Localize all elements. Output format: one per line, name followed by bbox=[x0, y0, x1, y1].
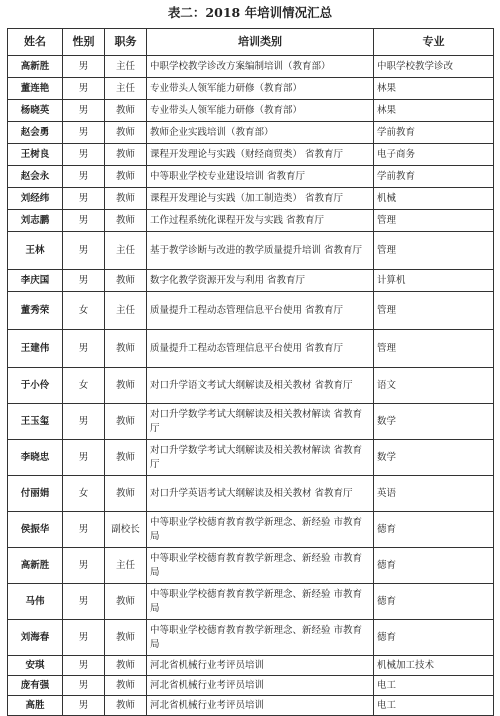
table-row bbox=[8, 78, 494, 100]
cell-role: 教师 bbox=[105, 696, 147, 716]
cell-name: 马伟 bbox=[8, 584, 63, 620]
cell-role: 教师 bbox=[105, 210, 147, 232]
cell-gender: 男 bbox=[63, 210, 105, 232]
cell-training: 对口升学英语考试大纲解读及相关教材 省教育厅 bbox=[147, 476, 374, 512]
training-summary-table bbox=[7, 28, 494, 716]
cell-major: 德育 bbox=[374, 584, 494, 620]
cell-name: 王玉玺 bbox=[8, 404, 63, 440]
cell-training: 专业带头人领军能力研修（教育部） bbox=[147, 100, 374, 122]
cell-training: 中等职业学校专业建设培训 省教育厅 bbox=[147, 166, 374, 188]
table-row bbox=[8, 56, 494, 78]
cell-gender: 男 bbox=[63, 656, 105, 676]
cell-training: 课程开发理论与实践（加工制造类） 省教育厅 bbox=[147, 188, 374, 210]
cell-major: 电工 bbox=[374, 696, 494, 716]
cell-gender: 男 bbox=[63, 330, 105, 368]
table-row bbox=[8, 210, 494, 232]
header-name: 姓名 bbox=[8, 29, 63, 56]
cell-gender: 男 bbox=[63, 188, 105, 210]
cell-name: 赵会永 bbox=[8, 166, 63, 188]
table-row bbox=[8, 696, 494, 716]
cell-training: 中等职业学校德育教育教学新理念、新经验 市教育局 bbox=[147, 548, 374, 584]
cell-name: 李庆国 bbox=[8, 270, 63, 292]
cell-training: 中等职业学校德育教育教学新理念、新经验 市教育局 bbox=[147, 620, 374, 656]
cell-training: 对口升学数学考试大纲解读及相关教材解读 省教育厅 bbox=[147, 440, 374, 476]
cell-role: 教师 bbox=[105, 656, 147, 676]
table-row bbox=[8, 584, 494, 620]
cell-major: 机械加工技术 bbox=[374, 656, 494, 676]
cell-major: 机械 bbox=[374, 188, 494, 210]
cell-major: 计算机 bbox=[374, 270, 494, 292]
header-role: 职务 bbox=[105, 29, 147, 56]
table-row bbox=[8, 122, 494, 144]
cell-gender: 男 bbox=[63, 696, 105, 716]
cell-gender: 男 bbox=[63, 270, 105, 292]
cell-training: 工作过程系统化课程开发与实践 省教育厅 bbox=[147, 210, 374, 232]
cell-name: 高胜 bbox=[8, 696, 63, 716]
cell-training: 河北省机械行业考评员培训 bbox=[147, 676, 374, 696]
cell-major: 电子商务 bbox=[374, 144, 494, 166]
table-row bbox=[8, 440, 494, 476]
table-row bbox=[8, 232, 494, 270]
cell-major: 英语 bbox=[374, 476, 494, 512]
cell-gender: 男 bbox=[63, 548, 105, 584]
cell-name: 刘海春 bbox=[8, 620, 63, 656]
table-row bbox=[8, 188, 494, 210]
cell-name: 侯振华 bbox=[8, 512, 63, 548]
cell-gender: 男 bbox=[63, 676, 105, 696]
cell-training: 基于教学诊断与改进的教学质量提升培训 省教育厅 bbox=[147, 232, 374, 270]
cell-role: 教师 bbox=[105, 368, 147, 404]
cell-gender: 男 bbox=[63, 78, 105, 100]
header-gender: 性别 bbox=[63, 29, 105, 56]
cell-gender: 女 bbox=[63, 476, 105, 512]
cell-gender: 男 bbox=[63, 144, 105, 166]
cell-training: 中等职业学校德育教育教学新理念、新经验 市教育局 bbox=[147, 584, 374, 620]
table-row bbox=[8, 676, 494, 696]
table-row bbox=[8, 548, 494, 584]
cell-major: 林果 bbox=[374, 78, 494, 100]
cell-role: 教师 bbox=[105, 440, 147, 476]
table-row bbox=[8, 100, 494, 122]
cell-training: 河北省机械行业考评员培训 bbox=[147, 656, 374, 676]
cell-major: 中职学校教学诊改 bbox=[374, 56, 494, 78]
cell-major: 德育 bbox=[374, 548, 494, 584]
cell-major: 电工 bbox=[374, 676, 494, 696]
cell-gender: 男 bbox=[63, 56, 105, 78]
table-row bbox=[8, 404, 494, 440]
cell-name: 王树良 bbox=[8, 144, 63, 166]
cell-gender: 女 bbox=[63, 292, 105, 330]
cell-training: 质量提升工程动态管理信息平台使用 省教育厅 bbox=[147, 292, 374, 330]
cell-name: 李晓忠 bbox=[8, 440, 63, 476]
cell-major: 数学 bbox=[374, 440, 494, 476]
cell-role: 主任 bbox=[105, 56, 147, 78]
header-row bbox=[8, 29, 494, 56]
cell-role: 主任 bbox=[105, 78, 147, 100]
cell-role: 教师 bbox=[105, 620, 147, 656]
cell-gender: 男 bbox=[63, 232, 105, 270]
cell-role: 主任 bbox=[105, 292, 147, 330]
cell-training: 教师企业实践培训（教育部） bbox=[147, 122, 374, 144]
cell-name: 庞有强 bbox=[8, 676, 63, 696]
cell-role: 教师 bbox=[105, 330, 147, 368]
cell-gender: 男 bbox=[63, 584, 105, 620]
cell-name: 高新胜 bbox=[8, 548, 63, 584]
cell-name: 杨晓英 bbox=[8, 100, 63, 122]
cell-role: 教师 bbox=[105, 166, 147, 188]
cell-training: 课程开发理论与实践（财经商贸类） 省教育厅 bbox=[147, 144, 374, 166]
table-row bbox=[8, 330, 494, 368]
cell-training: 中职学校教学诊改方案编制培训（教育部） bbox=[147, 56, 374, 78]
cell-major: 管理 bbox=[374, 292, 494, 330]
cell-training: 数字化教学资源开发与利用 省教育厅 bbox=[147, 270, 374, 292]
cell-major: 德育 bbox=[374, 512, 494, 548]
cell-training: 对口升学语文考试大纲解读及相关教材 省教育厅 bbox=[147, 368, 374, 404]
cell-role: 副校长 bbox=[105, 512, 147, 548]
cell-major: 管理 bbox=[374, 232, 494, 270]
table-row bbox=[8, 656, 494, 676]
table-row bbox=[8, 166, 494, 188]
table-row bbox=[8, 292, 494, 330]
cell-gender: 男 bbox=[63, 166, 105, 188]
cell-name: 刘经纬 bbox=[8, 188, 63, 210]
cell-major: 学前教育 bbox=[374, 122, 494, 144]
cell-name: 赵会勇 bbox=[8, 122, 63, 144]
cell-role: 教师 bbox=[105, 270, 147, 292]
table-body bbox=[8, 56, 494, 716]
cell-role: 教师 bbox=[105, 144, 147, 166]
cell-role: 教师 bbox=[105, 188, 147, 210]
cell-gender: 男 bbox=[63, 512, 105, 548]
cell-name: 于小伶 bbox=[8, 368, 63, 404]
cell-name: 董连艳 bbox=[8, 78, 63, 100]
cell-role: 教师 bbox=[105, 676, 147, 696]
cell-role: 教师 bbox=[105, 584, 147, 620]
cell-major: 德育 bbox=[374, 620, 494, 656]
cell-name: 董秀荣 bbox=[8, 292, 63, 330]
cell-gender: 男 bbox=[63, 100, 105, 122]
cell-name: 王林 bbox=[8, 232, 63, 270]
table-row bbox=[8, 270, 494, 292]
table-row bbox=[8, 476, 494, 512]
cell-training: 专业带头人领军能力研修（教育部） bbox=[147, 78, 374, 100]
cell-name: 刘志鹏 bbox=[8, 210, 63, 232]
cell-role: 教师 bbox=[105, 100, 147, 122]
table-row bbox=[8, 620, 494, 656]
cell-major: 学前教育 bbox=[374, 166, 494, 188]
cell-name: 安琪 bbox=[8, 656, 63, 676]
table-row bbox=[8, 512, 494, 548]
cell-training: 中等职业学校德育教育教学新理念、新经验 市教育局 bbox=[147, 512, 374, 548]
cell-gender: 男 bbox=[63, 122, 105, 144]
header-training: 培训类别 bbox=[147, 29, 374, 56]
cell-name: 付丽娟 bbox=[8, 476, 63, 512]
cell-role: 教师 bbox=[105, 122, 147, 144]
table-title: 表二：2018 年培训情况汇总 bbox=[167, 5, 333, 20]
cell-role: 主任 bbox=[105, 232, 147, 270]
cell-role: 教师 bbox=[105, 476, 147, 512]
cell-gender: 男 bbox=[63, 620, 105, 656]
cell-role: 教师 bbox=[105, 404, 147, 440]
cell-gender: 男 bbox=[63, 404, 105, 440]
header-major: 专业 bbox=[374, 29, 494, 56]
cell-name: 王建伟 bbox=[8, 330, 63, 368]
cell-major: 语文 bbox=[374, 368, 494, 404]
cell-name: 高新胜 bbox=[8, 56, 63, 78]
cell-major: 数学 bbox=[374, 404, 494, 440]
cell-training: 对口升学数学考试大纲解读及相关教材解读 省教育厅 bbox=[147, 404, 374, 440]
cell-gender: 女 bbox=[63, 368, 105, 404]
cell-major: 管理 bbox=[374, 210, 494, 232]
cell-training: 质量提升工程动态管理信息平台使用 省教育厅 bbox=[147, 330, 374, 368]
cell-major: 管理 bbox=[374, 330, 494, 368]
cell-training: 河北省机械行业考评员培训 bbox=[147, 696, 374, 716]
cell-major: 林果 bbox=[374, 100, 494, 122]
cell-role: 主任 bbox=[105, 548, 147, 584]
cell-gender: 男 bbox=[63, 440, 105, 476]
table-row bbox=[8, 144, 494, 166]
table-row bbox=[8, 368, 494, 404]
